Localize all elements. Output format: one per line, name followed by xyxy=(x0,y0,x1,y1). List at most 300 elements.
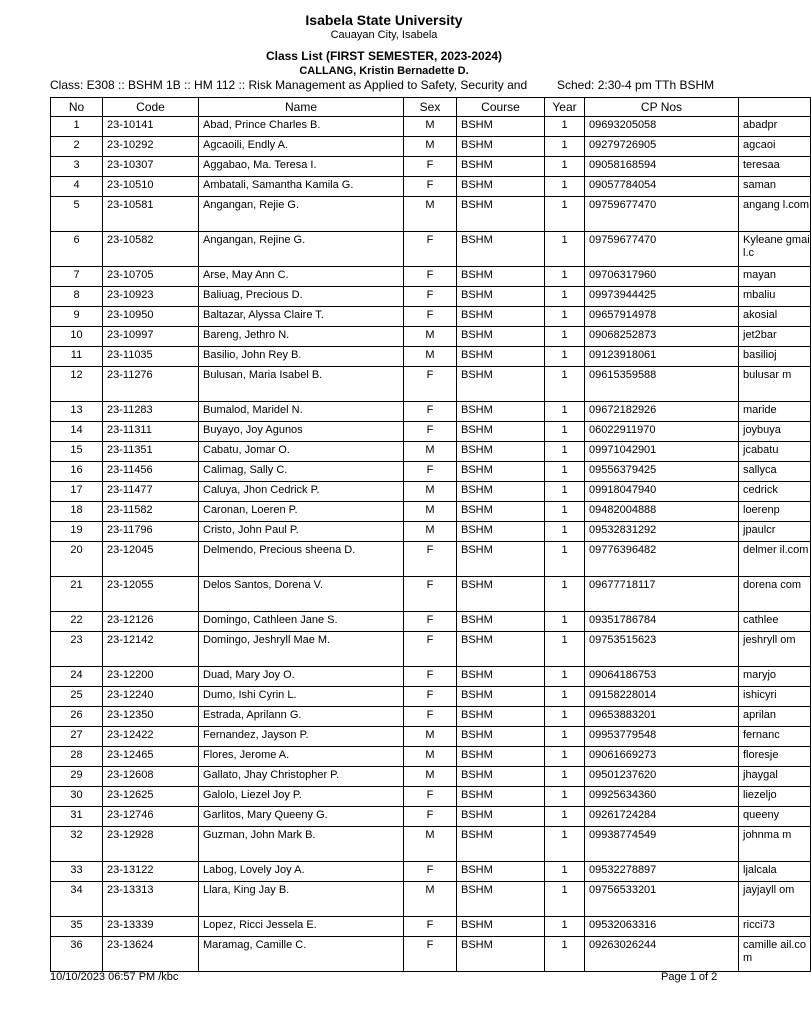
cell-cp-nos: 09351786784 xyxy=(585,612,739,632)
cell-email: jeshryll om xyxy=(739,632,811,667)
cell-email: bulusar m xyxy=(739,367,811,402)
cell-email: dorena com xyxy=(739,577,811,612)
cell-code: 23-10997 xyxy=(103,327,199,347)
cell-year: 1 xyxy=(545,827,585,862)
cell-name: Estrada, Aprilann G. xyxy=(199,707,404,727)
cell-course: BSHM xyxy=(457,157,545,177)
cell-course: BSHM xyxy=(457,137,545,157)
cell-course: BSHM xyxy=(457,117,545,137)
cell-code: 23-10582 xyxy=(103,232,199,267)
cell-name: Agcaoili, Endly A. xyxy=(199,137,404,157)
cell-cp-nos: 09123918061 xyxy=(585,347,739,367)
cell-year: 1 xyxy=(545,307,585,327)
cell-sex: M xyxy=(404,882,457,917)
cell-cp-nos: 09756533201 xyxy=(585,882,739,917)
cell-cp-nos: 09532831292 xyxy=(585,522,739,542)
table-row xyxy=(51,807,811,827)
cell-cp-nos: 09532278897 xyxy=(585,862,739,882)
cell-no: 28 xyxy=(51,747,103,767)
cell-name: Delos Santos, Dorena V. xyxy=(199,577,404,612)
cell-year: 1 xyxy=(545,687,585,707)
cell-sex: M xyxy=(404,767,457,787)
cell-name: Dumo, Ishi Cyrin L. xyxy=(199,687,404,707)
cell-year: 1 xyxy=(545,137,585,157)
cell-course: BSHM xyxy=(457,232,545,267)
cell-name: Delmendo, Precious sheena D. xyxy=(199,542,404,577)
cell-code: 23-13122 xyxy=(103,862,199,882)
cell-email: ricci73 xyxy=(739,917,811,937)
cell-course: BSHM xyxy=(457,882,545,917)
cell-sex: F xyxy=(404,632,457,667)
cell-no: 18 xyxy=(51,502,103,522)
cell-code: 23-12142 xyxy=(103,632,199,667)
cell-name: Garlitos, Mary Queeny G. xyxy=(199,807,404,827)
cell-cp-nos: 09677718117 xyxy=(585,577,739,612)
cell-sex: F xyxy=(404,367,457,402)
cell-cp-nos: 09776396482 xyxy=(585,542,739,577)
cell-course: BSHM xyxy=(457,267,545,287)
table-row xyxy=(51,462,811,482)
cell-name: Cristo, John Paul P. xyxy=(199,522,404,542)
cell-code: 23-12465 xyxy=(103,747,199,767)
cell-code: 23-11796 xyxy=(103,522,199,542)
cell-code: 23-13339 xyxy=(103,917,199,937)
cell-cp-nos: 09058168594 xyxy=(585,157,739,177)
cell-name: Caluya, Jhon Cedrick P. xyxy=(199,482,404,502)
cell-email: jpaulcr xyxy=(739,522,811,542)
cell-year: 1 xyxy=(545,667,585,687)
cell-cp-nos: 09158228014 xyxy=(585,687,739,707)
cell-course: BSHM xyxy=(457,177,545,197)
cell-name: Flores, Jerome A. xyxy=(199,747,404,767)
table-row xyxy=(51,707,811,727)
col-header-no: No xyxy=(51,98,103,117)
cell-code: 23-11351 xyxy=(103,442,199,462)
cell-no: 30 xyxy=(51,787,103,807)
cell-course: BSHM xyxy=(457,307,545,327)
cell-sex: M xyxy=(404,327,457,347)
cell-email: angang l.com xyxy=(739,197,811,232)
cell-email: jet2bar xyxy=(739,327,811,347)
table-row xyxy=(51,307,811,327)
cell-email: teresaa xyxy=(739,157,811,177)
cell-sex: M xyxy=(404,747,457,767)
cell-year: 1 xyxy=(545,402,585,422)
cell-name: Labog, Lovely Joy A. xyxy=(199,862,404,882)
cell-year: 1 xyxy=(545,707,585,727)
cell-year: 1 xyxy=(545,327,585,347)
cell-course: BSHM xyxy=(457,287,545,307)
cell-no: 9 xyxy=(51,307,103,327)
cell-email: jhaygal xyxy=(739,767,811,787)
cell-year: 1 xyxy=(545,117,585,137)
table-row xyxy=(51,442,811,462)
cell-cp-nos: 09263026244 xyxy=(585,937,739,972)
cell-email: maryjo xyxy=(739,667,811,687)
cell-email: delmer il.com xyxy=(739,542,811,577)
cell-course: BSHM xyxy=(457,827,545,862)
table-row xyxy=(51,727,811,747)
cell-no: 14 xyxy=(51,422,103,442)
cell-name: Arse, May Ann C. xyxy=(199,267,404,287)
cell-year: 1 xyxy=(545,367,585,402)
table-row xyxy=(51,937,811,972)
cell-name: Angangan, Rejine G. xyxy=(199,232,404,267)
cell-cp-nos: 09532063316 xyxy=(585,917,739,937)
cell-email: Kyleane gmail.c xyxy=(739,232,811,267)
cell-no: 35 xyxy=(51,917,103,937)
table-row xyxy=(51,687,811,707)
cell-year: 1 xyxy=(545,882,585,917)
cell-cp-nos: 09261724284 xyxy=(585,807,739,827)
table-row xyxy=(51,177,811,197)
cell-code: 23-12200 xyxy=(103,667,199,687)
cell-name: Bareng, Jethro N. xyxy=(199,327,404,347)
cell-code: 23-11035 xyxy=(103,347,199,367)
table-row xyxy=(51,787,811,807)
cell-sex: F xyxy=(404,937,457,972)
cell-name: Calimag, Sally C. xyxy=(199,462,404,482)
cell-code: 23-10923 xyxy=(103,287,199,307)
cell-course: BSHM xyxy=(457,462,545,482)
cell-sex: M xyxy=(404,827,457,862)
cell-sex: M xyxy=(404,482,457,502)
cell-name: Bulusan, Maria Isabel B. xyxy=(199,367,404,402)
cell-code: 23-10141 xyxy=(103,117,199,137)
cell-sex: F xyxy=(404,687,457,707)
cell-no: 27 xyxy=(51,727,103,747)
cell-email: agcaoi xyxy=(739,137,811,157)
cell-no: 1 xyxy=(51,117,103,137)
cell-course: BSHM xyxy=(457,347,545,367)
cell-course: BSHM xyxy=(457,402,545,422)
cell-course: BSHM xyxy=(457,442,545,462)
table-row xyxy=(51,197,811,232)
table-row xyxy=(51,502,811,522)
col-header-email xyxy=(739,98,811,117)
cell-email: ishicyri xyxy=(739,687,811,707)
class-list-table xyxy=(50,97,811,972)
table-row xyxy=(51,137,811,157)
table-row xyxy=(51,917,811,937)
cell-code: 23-12126 xyxy=(103,612,199,632)
cell-year: 1 xyxy=(545,937,585,972)
cell-email: abadpr xyxy=(739,117,811,137)
cell-year: 1 xyxy=(545,747,585,767)
cell-name: Angangan, Rejie G. xyxy=(199,197,404,232)
cell-no: 3 xyxy=(51,157,103,177)
cell-code: 23-12422 xyxy=(103,727,199,747)
cell-cp-nos: 09657914978 xyxy=(585,307,739,327)
cell-code: 23-12625 xyxy=(103,787,199,807)
cell-cp-nos: 09068252873 xyxy=(585,327,739,347)
cell-name: Buyayo, Joy Agunos xyxy=(199,422,404,442)
cell-code: 23-12045 xyxy=(103,542,199,577)
cell-cp-nos: 09953779548 xyxy=(585,727,739,747)
cell-no: 15 xyxy=(51,442,103,462)
cell-no: 6 xyxy=(51,232,103,267)
cell-course: BSHM xyxy=(457,502,545,522)
cell-sex: F xyxy=(404,917,457,937)
cell-cp-nos: 09753515623 xyxy=(585,632,739,667)
table-row xyxy=(51,287,811,307)
cell-no: 23 xyxy=(51,632,103,667)
cell-email: cedrick xyxy=(739,482,811,502)
cell-code: 23-10307 xyxy=(103,157,199,177)
cell-cp-nos: 09615359588 xyxy=(585,367,739,402)
cell-code: 23-10292 xyxy=(103,137,199,157)
cell-sex: M xyxy=(404,522,457,542)
cell-no: 10 xyxy=(51,327,103,347)
cell-name: Caronan, Loeren P. xyxy=(199,502,404,522)
cell-code: 23-10510 xyxy=(103,177,199,197)
table-row xyxy=(51,612,811,632)
cell-no: 24 xyxy=(51,667,103,687)
table-row xyxy=(51,577,811,612)
cell-email: maride xyxy=(739,402,811,422)
cell-course: BSHM xyxy=(457,862,545,882)
print-timestamp: 10/10/2023 06:57 PM /kbc xyxy=(50,971,179,983)
cell-no: 12 xyxy=(51,367,103,402)
cell-email: jayjayll om xyxy=(739,882,811,917)
cell-year: 1 xyxy=(545,577,585,612)
cell-course: BSHM xyxy=(457,917,545,937)
cell-sex: M xyxy=(404,117,457,137)
table-body xyxy=(51,117,811,972)
cell-no: 32 xyxy=(51,827,103,862)
cell-no: 16 xyxy=(51,462,103,482)
cell-year: 1 xyxy=(545,482,585,502)
cell-no: 2 xyxy=(51,137,103,157)
cell-no: 4 xyxy=(51,177,103,197)
cell-course: BSHM xyxy=(457,707,545,727)
cell-no: 33 xyxy=(51,862,103,882)
cell-email: saman xyxy=(739,177,811,197)
cell-code: 23-12055 xyxy=(103,577,199,612)
cell-cp-nos: 09759677470 xyxy=(585,197,739,232)
cell-cp-nos: 09279726905 xyxy=(585,137,739,157)
cell-cp-nos: 09918047940 xyxy=(585,482,739,502)
cell-email: queeny xyxy=(739,807,811,827)
cell-no: 17 xyxy=(51,482,103,502)
cell-cp-nos: 09759677470 xyxy=(585,232,739,267)
class-list-title: Class List (FIRST SEMESTER, 2023-2024) xyxy=(265,49,503,63)
cell-name: Llara, King Jay B. xyxy=(199,882,404,917)
cell-course: BSHM xyxy=(457,422,545,442)
cell-sex: F xyxy=(404,577,457,612)
cell-year: 1 xyxy=(545,542,585,577)
cell-sex: F xyxy=(404,177,457,197)
table-row xyxy=(51,542,811,577)
cell-name: Abad, Prince Charles B. xyxy=(199,117,404,137)
cell-course: BSHM xyxy=(457,327,545,347)
cell-course: BSHM xyxy=(457,577,545,612)
cell-name: Cabatu, Jomar O. xyxy=(199,442,404,462)
cell-sex: F xyxy=(404,612,457,632)
cell-email: floresje xyxy=(739,747,811,767)
cell-email: basilioj xyxy=(739,347,811,367)
table-row xyxy=(51,232,811,267)
cell-code: 23-13624 xyxy=(103,937,199,972)
cell-email: jcabatu xyxy=(739,442,811,462)
cell-cp-nos: 09482004888 xyxy=(585,502,739,522)
cell-year: 1 xyxy=(545,232,585,267)
table-row xyxy=(51,667,811,687)
cell-sex: F xyxy=(404,232,457,267)
cell-course: BSHM xyxy=(457,747,545,767)
cell-name: Fernandez, Jayson P. xyxy=(199,727,404,747)
table-row xyxy=(51,767,811,787)
cell-course: BSHM xyxy=(457,937,545,972)
cell-course: BSHM xyxy=(457,667,545,687)
cell-email: joybuya xyxy=(739,422,811,442)
cell-year: 1 xyxy=(545,502,585,522)
cell-cp-nos: 06022911970 xyxy=(585,422,739,442)
cell-sex: F xyxy=(404,267,457,287)
cell-year: 1 xyxy=(545,522,585,542)
cell-code: 23-12240 xyxy=(103,687,199,707)
cell-sex: M xyxy=(404,197,457,232)
cell-code: 23-11283 xyxy=(103,402,199,422)
cell-year: 1 xyxy=(545,727,585,747)
cell-name: Ambatali, Samantha Kamila G. xyxy=(199,177,404,197)
cell-sex: M xyxy=(404,727,457,747)
cell-name: Guzman, John Mark B. xyxy=(199,827,404,862)
cell-year: 1 xyxy=(545,442,585,462)
cell-year: 1 xyxy=(545,807,585,827)
cell-name: Basilio, John Rey B. xyxy=(199,347,404,367)
cell-course: BSHM xyxy=(457,612,545,632)
cell-year: 1 xyxy=(545,787,585,807)
cell-no: 36 xyxy=(51,937,103,972)
class-info: Class: E308 :: BSHM 1B :: HM 112 :: Risk Management as Applied to Safety, Security and xyxy=(50,78,528,92)
cell-name: Baliuag, Precious D. xyxy=(199,287,404,307)
cell-cp-nos: 09061669273 xyxy=(585,747,739,767)
cell-year: 1 xyxy=(545,612,585,632)
cell-course: BSHM xyxy=(457,632,545,667)
cell-course: BSHM xyxy=(457,197,545,232)
cell-cp-nos: 09556379425 xyxy=(585,462,739,482)
cell-sex: F xyxy=(404,287,457,307)
col-header-code: Code xyxy=(103,98,199,117)
cell-code: 23-11582 xyxy=(103,502,199,522)
table-row xyxy=(51,402,811,422)
cell-sex: F xyxy=(404,462,457,482)
cell-email: cathlee xyxy=(739,612,811,632)
cell-cp-nos: 09501237620 xyxy=(585,767,739,787)
cell-year: 1 xyxy=(545,177,585,197)
cell-sex: F xyxy=(404,862,457,882)
cell-no: 5 xyxy=(51,197,103,232)
cell-no: 7 xyxy=(51,267,103,287)
cell-year: 1 xyxy=(545,422,585,442)
cell-name: Baltazar, Alyssa Claire T. xyxy=(199,307,404,327)
cell-cp-nos: 09706317960 xyxy=(585,267,739,287)
cell-sex: M xyxy=(404,442,457,462)
table-header-row xyxy=(51,98,811,117)
cell-sex: F xyxy=(404,307,457,327)
cell-code: 23-11311 xyxy=(103,422,199,442)
col-header-sex: Sex xyxy=(404,98,457,117)
table-row xyxy=(51,157,811,177)
col-header-course: Course xyxy=(457,98,545,117)
cell-code: 23-10581 xyxy=(103,197,199,232)
table-row xyxy=(51,747,811,767)
cell-course: BSHM xyxy=(457,807,545,827)
cell-name: Domingo, Cathleen Jane S. xyxy=(199,612,404,632)
cell-year: 1 xyxy=(545,917,585,937)
cell-no: 13 xyxy=(51,402,103,422)
cell-cp-nos: 09653883201 xyxy=(585,707,739,727)
cell-name: Domingo, Jeshryll Mae M. xyxy=(199,632,404,667)
cell-cp-nos: 09973944425 xyxy=(585,287,739,307)
cell-cp-nos: 09971042901 xyxy=(585,442,739,462)
cell-email: sallyca xyxy=(739,462,811,482)
cell-email: akosial xyxy=(739,307,811,327)
cell-email: mbaliu xyxy=(739,287,811,307)
table-row xyxy=(51,267,811,287)
cell-name: Maramag, Camille C. xyxy=(199,937,404,972)
cell-sex: F xyxy=(404,542,457,577)
cell-sex: F xyxy=(404,402,457,422)
cell-year: 1 xyxy=(545,767,585,787)
table-row xyxy=(51,422,811,442)
cell-no: 26 xyxy=(51,707,103,727)
cell-code: 23-11456 xyxy=(103,462,199,482)
cell-name: Galolo, Liezel Joy P. xyxy=(199,787,404,807)
table-row xyxy=(51,632,811,667)
cell-email: loerenp xyxy=(739,502,811,522)
cell-name: Aggabao, Ma. Teresa I. xyxy=(199,157,404,177)
cell-sex: F xyxy=(404,422,457,442)
cell-code: 23-12746 xyxy=(103,807,199,827)
cell-email: aprilan xyxy=(739,707,811,727)
cell-no: 25 xyxy=(51,687,103,707)
cell-sex: M xyxy=(404,137,457,157)
cell-sex: F xyxy=(404,667,457,687)
table-row xyxy=(51,367,811,402)
cell-course: BSHM xyxy=(457,687,545,707)
col-header-cp-nos: CP Nos xyxy=(585,98,739,117)
cell-sex: F xyxy=(404,787,457,807)
cell-cp-nos: 09057784054 xyxy=(585,177,739,197)
cell-no: 34 xyxy=(51,882,103,917)
col-header-year: Year xyxy=(545,98,585,117)
cell-email: liezeljo xyxy=(739,787,811,807)
cell-course: BSHM xyxy=(457,522,545,542)
cell-course: BSHM xyxy=(457,542,545,577)
cell-year: 1 xyxy=(545,197,585,232)
cell-code: 23-10705 xyxy=(103,267,199,287)
cell-no: 29 xyxy=(51,767,103,787)
cell-sex: M xyxy=(404,502,457,522)
cell-code: 23-12928 xyxy=(103,827,199,862)
cell-course: BSHM xyxy=(457,727,545,747)
cell-name: Duad, Mary Joy O. xyxy=(199,667,404,687)
cell-no: 8 xyxy=(51,287,103,307)
cell-name: Gallato, Jhay Christopher P. xyxy=(199,767,404,787)
schedule-info: Sched: 2:30-4 pm TTh BSHM xyxy=(557,78,715,92)
cell-course: BSHM xyxy=(457,367,545,402)
table-row xyxy=(51,862,811,882)
table-row xyxy=(51,882,811,917)
table-row xyxy=(51,522,811,542)
cell-year: 1 xyxy=(545,462,585,482)
university-city: Cauayan City, Isabela xyxy=(330,29,438,41)
table-row xyxy=(51,117,811,137)
cell-code: 23-12608 xyxy=(103,767,199,787)
page-number: Page 1 of 2 xyxy=(661,971,718,983)
